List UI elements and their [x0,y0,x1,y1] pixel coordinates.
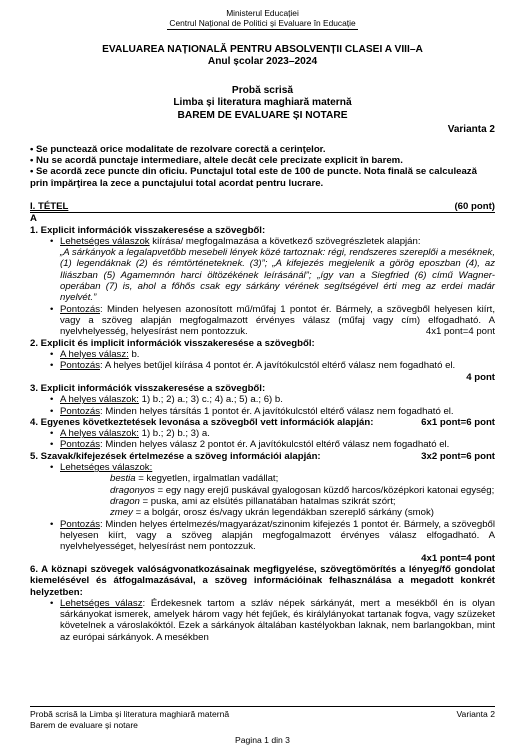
scoring-label: Pontozás [60,360,101,372]
score-text: 4x1 pont=4 pont [425,326,495,338]
question-6-answer [60,598,495,643]
definition-item [60,507,495,518]
question-3-title: 3. Explicit információk visszakeresése a szövegből: [30,382,266,394]
question-3-answer [60,394,495,405]
scoring-label: Pontozás [60,405,101,417]
answer-text: 1) b.; 2) b.; 3) a. [138,428,210,440]
section-points: (60 pont) [454,200,495,212]
school-year: Anul școlar 2023–2024 [207,56,318,68]
subtitle-line3: BAREM DE EVALUARE ȘI NOTARE [177,110,348,122]
question-1-scoring [60,304,495,338]
exam-title-line1: EVALUAREA NAȚIONALĂ PENTRU ABSOLVENȚII CLASEI A VIII–A [102,44,423,56]
question-2-list [30,349,495,383]
question-6-title: 6. A köznapi szövegek valóságvonatkozásainak megfigyelése, szövegtömörítés a lényeg/fő gondolat kiemelésével és átfogalmazásával, a szöveg információinak felhasználása a megadott konkrét helyzetben: [30,563,495,598]
rule-item: • Se punctează orice modalitate de rezolvare corectă a cerinţelor. [30,143,326,155]
definition-text: = kegyetlen, irgalmatlan vadállat; [135,473,279,485]
footer-doc-name: Barem de evaluare și notare [30,720,138,731]
variant-label: Varianta 2 [447,123,495,135]
subtitle-line2: Limba și literatura maghiară maternă [173,97,352,109]
question-4-score: 3x2 pont=6 pont [421,450,495,462]
question-5-score: 4x1 pont=4 pont [421,552,495,564]
scoring-label: Pontozás [60,439,101,451]
question-1-answers [60,236,495,304]
institution-header [30,8,495,30]
center-name: Centrul Național de Politici și Evaluare în Educație [167,18,357,30]
document-subtitle [30,85,495,123]
answers-quote: „A sárkányok a legalapvetőbb mesebeli lények közé tartoznak: régi, rendszeres szereplői a meséknek, (1) legendáknak (2) és rémtörténeteknek. (3)”; „A kifejezés megjelenik a görög eposzban (4), az Iliászban (5) Agamemnón harci öltözékének leírásánál”; „így van a Siegfried (6) című Wagner-operában (7) is, ahol a főhős csak egy sárkány vérének segítségével érti meg az erdei madár nyelvét.” [60,247,495,304]
page-number: Pagina 1 din 3 [235,735,290,745]
definition-text: = egy nagy erejű puskával gyalogosan küzdő harcos/középkori katonai egység; [154,484,495,496]
scoring-text: : Minden helyes értelmezés/magyarázat/szinonim kifejezés 1 pontot ér. Bármely, a szövegből helyesen kiírt, vagy a szöveg alapján megfogalmazott érvényes válasz elfogadható. A nyelvhelyességet, helyesírást nem pontozzuk. [60,518,495,553]
question-4-title: 4. Egyenes következtetések levonása a szövegből vett információk alapján: [30,416,374,428]
answers-label: Lehetséges válaszok: [60,462,153,474]
question-5-title: 5. Szavak/kifejezések értelmezése a szöveg információi alapján: [30,450,321,462]
answer-label: A helyes válaszok: [60,394,139,406]
exam-title [30,44,495,68]
answer-label: Lehetséges válasz [60,597,143,609]
question-2-answer [60,349,495,360]
question-5-scoring [60,519,495,564]
scoring-label: Pontozás [60,518,101,530]
answer-text: : Érdekesnek tartom a szláv népek sárkányát, mert a mesékből én is olyan sárkányokat ismerek, amelyek három vagy hét fejűek, és királylányokat tartanak fogva, vagy szüzeket követelnek a városlakóktól. Ezek a sárkányok általában kastélyokban laknak, nem barlangokban, mint az európai sárkányok. A mesékben [60,597,495,643]
page-footer [30,706,495,731]
definition-term: dragonyos [110,484,155,496]
ministry-name: Ministerul Educației [226,8,299,18]
definition-text: = a bolgár, orosz és/vagy ukrán legendákban szereplő sárkány (smok) [132,507,434,519]
definition-item [60,496,495,507]
rule-item: • Se acordă zece puncte din oficiu. Punctajul total este de 100 de puncte. Nota finală se calculează prin împărţirea la zece a punctajului total acordat pentru lucrare. [30,166,477,189]
question-4-answer [60,428,495,439]
scoring-text: : Minden helyesen azonosított mű/műfaj 1 pontot ér. Bármely, a szövegből helyesen kiírt, vagy a szöveg alapján megfogalmazott érvényes válasz (műfaj vagy cím) elfogadható. A nyelvhelyesség, helyesírást nem pontozzuk. [60,303,495,338]
definition-term: bestia [110,473,136,485]
answer-text: 1) b.; 2) a.; 3) c.; 4) a.; 5) a.; 6) b. [138,394,283,406]
answer-label: A helyes válasz: [60,348,129,360]
subtitle-line1: Probă scrisă [231,84,294,96]
answer-label: A helyes válaszok: [60,428,139,440]
question-2-score: 4 pont [466,371,495,383]
question-2-title: 2. Explicit és implicit információk visszakeresése a szövegből: [30,337,315,349]
question-2-scoring [60,360,495,383]
footer-exam-name: Probă scrisă la Limba și literatura maghiară maternă [30,709,230,719]
definition-item [60,473,495,484]
definition-item [60,485,495,496]
general-rules [30,144,495,189]
footer-variant: Varianta 2 [456,709,495,719]
question-1-list [30,236,495,338]
answers-label: Lehetséges válaszok [60,235,150,247]
definition-term: zmey [110,507,133,519]
scoring-text: : A helyes betűjel kiírása 4 pontot ér. A javítókulcstól eltérő válasz nem fogadható el. [100,360,456,372]
question-6-list [30,598,495,643]
definition-term: dragon [110,496,140,508]
question-1-title: 1. Explicit információk visszakeresése a szövegből: [30,224,266,236]
section-heading [30,201,495,213]
question-1-score [426,326,495,337]
scoring-text: : Minden helyes társítás 1 pontot ér. A javítókulcstól eltérő válasz nem fogadható el. [100,405,454,417]
section-label: I. TÉTEL [30,200,69,212]
question-5-list [30,462,495,564]
definition-text: = puska, ami az elsütés pillanatában hatalmas szikrát szórt; [139,496,396,508]
scoring-label: Pontozás [60,303,101,315]
document-page [30,0,495,643]
question-3-score: 6x1 pont=6 pont [421,416,495,428]
question-5-answers [60,462,495,519]
part-label: A [30,213,37,225]
answers-intro: kiírása/ megfogalmazása a következő szövegrészletek alapján: [149,235,421,247]
scoring-text: : Minden helyes válasz 2 pontot ér. A javítókulcstól eltérő válasz nem fogadható el. [100,439,450,451]
rule-item: • Nu se acordă punctaje intermediare, altele decât cele precizate explicit în barem. [30,154,403,166]
answer-text: b. [128,348,140,360]
